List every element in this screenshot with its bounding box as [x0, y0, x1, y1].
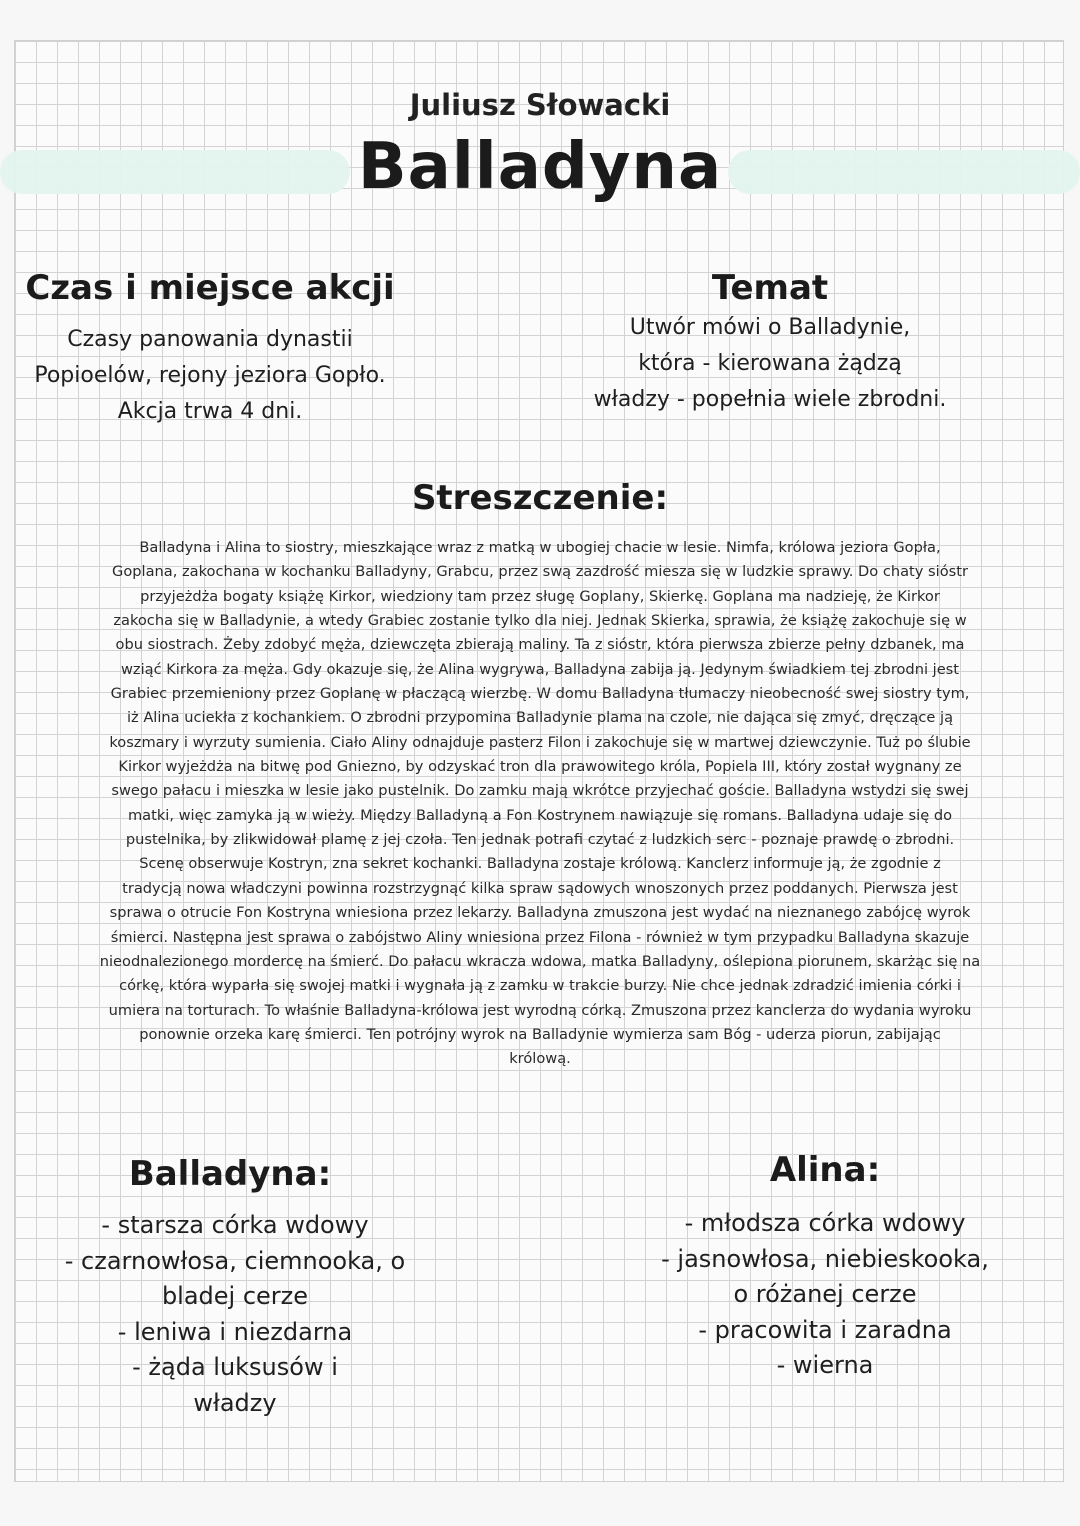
- czas-line: Popioelów, rejony jeziora Gopło.: [34, 363, 386, 388]
- trait-item: - wierna: [776, 1351, 874, 1379]
- summary-line: wziąć Kirkora za męża. Gdy okazuje się, że Alina wygrywa, Balladyna zabija ją. Jedynym świadkiem tej zbrodni jest: [120, 660, 959, 678]
- summary-line: koszmary i wyrzuty sumienia. Ciało Aliny odnajduje pasterz Filon i zakochuje się w martwej dziewczynie. Tuż po ślubie: [109, 733, 971, 751]
- czas-text: [20, 322, 400, 430]
- summary-line: tradycją nowa władczyni powinna rozstrzygnąć kilka spraw sądowych wnoszonych przez poddanych. Pierwsza jest: [122, 879, 958, 897]
- trait-item: - starsza córka wdowy: [101, 1211, 369, 1239]
- summary-line: Kirkor wyjeżdża na bitwę pod Gniezno, by odzyskać tron dla prawowitego króla, Popiela III, który został wygnany ze: [118, 758, 962, 776]
- summary-line: pustelnika, by zlikwidował plamę z jej czoła. Ten jednak potrafi czytać z ludzkich serc - poznaje prawdę o zbrodni.: [125, 831, 955, 849]
- temat-heading: Temat: [711, 268, 829, 308]
- trait-item: - czarnowłosa, ciemnooka, o: [64, 1246, 406, 1275]
- author: Juliusz Słowacki: [409, 88, 671, 122]
- summary-line: przyjeżdża bogaty książę Kirkor, wiedziony tam przez sługę Goplany, Skierkę. Goplana ma nadzieję, że Kirkor: [140, 587, 940, 605]
- czas-line: Czasy panowania dynastii: [67, 327, 353, 352]
- balladyna-heading: Balladyna:: [128, 1154, 332, 1194]
- summary-line: Grabiec przemieniony przez Goplanę w płaczącą wierzbę. W domu Balladyna tłumaczy nieobecność swej siostry tym,: [110, 685, 970, 703]
- trait-item: - jasnowłosa, niebieskooka,: [661, 1244, 989, 1273]
- summary-line: śmierci. Następna jest sprawa o zabójstwo Aliny wniesiona przez Filona - również w tym przypadku Balladyna skazuje: [110, 928, 970, 946]
- alina-heading: Alina:: [769, 1150, 881, 1190]
- page-title: Balladyna: [357, 130, 723, 204]
- summary-line: Scenę obserwuje Kostryn, zna sekret kochanki. Balladyna zostaje królową. Kanclerz informuje ją, że zgodnie z: [139, 855, 941, 873]
- temat-line: która - kierowana żądzą: [638, 351, 902, 376]
- summary-line: zakocha się w Balladynie, a wtedy Grabiec zostanie tylko dla niej. Jednak Skierka, sprawia, że książę zakochuje się w: [113, 612, 967, 630]
- trait-item: bladej cerze: [161, 1282, 309, 1310]
- alina-traits: [620, 1206, 1030, 1384]
- trait-item: - leniwa i niezdarna: [117, 1317, 353, 1346]
- summary-line: nieodnalezionego mordercę na śmierć. Do pałacu wkracza wdowa, matka Balladyny, oślepiona piorunem, skarżąc się na: [99, 952, 981, 970]
- summary-line: sprawa o otrucie Fon Kostryna wniesiona przez lekarzy. Balladyna zmuszona jest wydać na nieznanego zabójcę wyrok: [109, 904, 971, 922]
- trait-item: - pracowita i zaradna: [698, 1315, 952, 1344]
- czas-heading: Czas i miejsce akcji: [25, 268, 395, 308]
- summary-line: Goplana, zakochana w kochanku Balladyny, Grabcu, przez swą zazdrość miesza się w ludzkie sprawy. Do chaty sióstr: [112, 563, 968, 581]
- summary-line: ponownie orzeka karę śmierci. Ten potrójny wyrok na Balladynie wymierza sam Bóg - uderza piorun, zabijając: [139, 1025, 941, 1043]
- summary-line: obu siostrach. Żeby zdobyć męża, dziewczęta zbierają maliny. Ta z sióstr, która pierwsza zbierze pełny dzbanek, ma: [115, 636, 965, 654]
- trait-item: - żąda luksusów i: [132, 1353, 338, 1381]
- temat-line: Utwór mówi o Balladynie,: [629, 315, 911, 340]
- trait-item: o różanej cerze: [733, 1280, 917, 1308]
- streszczenie-heading: Streszczenie:: [411, 478, 669, 518]
- trait-item: władzy: [193, 1388, 277, 1417]
- summary-line: iż Alina uciekła z kochankiem. O zbrodni przypomina Balladynie plama na czole, nie dająca się zmyć, dręczące ją: [126, 709, 954, 727]
- summary-line: córkę, która wyparła się swojej matki i wygnała ją z zamku w trakcie burzy. Nie chce jednak zdradzić imienia córki i: [119, 977, 961, 995]
- summary-line: Balladyna i Alina to siostry, mieszkające wraz z matką w ubogiej chacie w lesie. Nimfa, królowa jeziora Gopła,: [139, 539, 941, 556]
- summary-line: królową.: [509, 1050, 571, 1068]
- czas-line: Akcja trwa 4 dni.: [117, 399, 303, 424]
- balladyna-traits: [40, 1208, 430, 1421]
- summary-line: matki, więc zamyka ją w wieży. Między Balladyną a Fon Kostrynem nawiązuje się romans. Balladyna udaje się do: [127, 806, 953, 824]
- temat-line: władzy - popełnia wiele zbrodni.: [593, 387, 947, 412]
- summary-line: swego pałacu i mieszka w lesie jako pustelnik. Do zamku mają wkrótce przyjechać goście. Balladyna wstydzi się swej: [111, 782, 969, 800]
- streszczenie-text: [78, 536, 1002, 1072]
- trait-item: - młodsza córka wdowy: [684, 1209, 966, 1237]
- temat-text: [580, 310, 960, 418]
- summary-line: umiera na torturach. To właśnie Balladyna-królowa jest wyrodną córką. Zmuszona przez kanclerza do wydania wyroku: [108, 1001, 972, 1019]
